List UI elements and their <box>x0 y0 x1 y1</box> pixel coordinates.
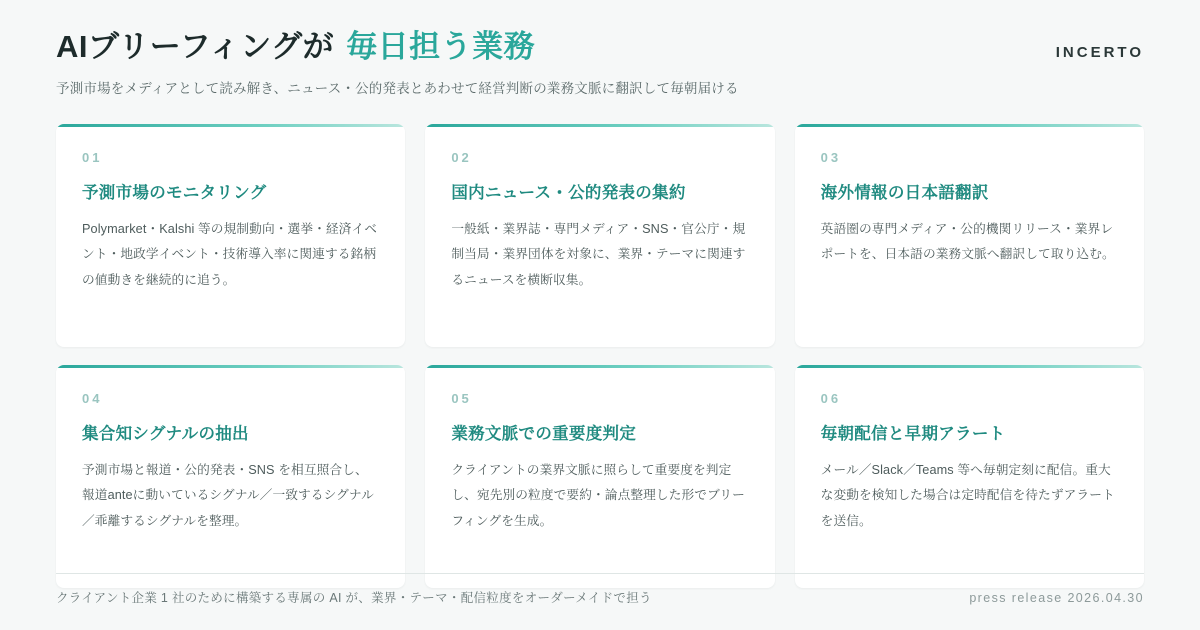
card-body: Polymarket・Kalshi 等の規制動向・選挙・経済イベント・地政学イベント・技術導入率に関連する銘柄の値動きを継続的に追う。 <box>82 222 378 287</box>
feature-card <box>425 124 774 347</box>
card-title: 業務文脈での重要度判定 <box>451 425 637 443</box>
feature-card <box>56 124 405 347</box>
page-subtitle: 予測市場をメディアとして読み解き、ニュース・公的発表とあわせて経営判断の業務文脈に翻訳して毎朝届ける <box>56 81 739 97</box>
card-body: クライアントの業界文脈に照らして重要度を判定し、宛先別の粒度で要約・論点整理した形でブリーフィングを生成。 <box>451 463 745 528</box>
feature-card-grid <box>56 124 1144 588</box>
page-footer <box>56 573 1144 606</box>
card-title: 海外情報の日本語翻訳 <box>820 184 989 202</box>
footer-note: クライアント企業 1 社のために構築する専属の AI が、業界・テーマ・配信粒度をオーダーメイドで担う <box>56 591 652 605</box>
card-title: 予測市場のモニタリング <box>82 184 267 202</box>
page-header <box>56 28 1144 106</box>
page-title-accent: 毎日担う業務 <box>346 29 536 64</box>
card-title: 国内ニュース・公的発表の集約 <box>451 184 686 202</box>
card-number: 04 <box>82 391 103 406</box>
feature-card <box>795 124 1144 347</box>
feature-card <box>56 365 405 588</box>
footer-meta: press release 2026.04.30 <box>969 591 1144 605</box>
page-title-main: AIブリーフィングが <box>56 29 335 64</box>
feature-card <box>425 365 774 588</box>
card-number: 02 <box>451 150 472 165</box>
brand-logo: INCERTO <box>1055 44 1144 61</box>
card-number: 05 <box>451 391 472 406</box>
card-number: 01 <box>82 150 103 165</box>
card-title: 集合知シグナルの抽出 <box>82 425 249 443</box>
card-title: 毎朝配信と早期アラート <box>820 425 1006 443</box>
card-number: 03 <box>820 150 842 165</box>
card-body: 予測市場と報道・公的発表・SNS を相互照合し、報道anteに動いているシグナル／一致するシグナル／乖離するシグナルを整理。 <box>82 463 374 528</box>
card-body: メール／Slack／Teams 等へ毎朝定刻に配信。重大な変動を検知した場合は定時配信を待たずアラートを送信。 <box>820 463 1115 528</box>
page-title <box>56 28 1144 65</box>
card-number: 06 <box>820 391 842 406</box>
card-body: 英語圏の専門メディア・公的機関リリース・業界レポートを、日本語の業務文脈へ翻訳して取り込む。 <box>820 222 1115 262</box>
feature-card <box>795 365 1144 588</box>
card-body: 一般紙・業界誌・専門メディア・SNS・官公庁・規制当局・業界団体を対象に、業界・テーマに関連するニュースを横断収集。 <box>451 222 746 287</box>
